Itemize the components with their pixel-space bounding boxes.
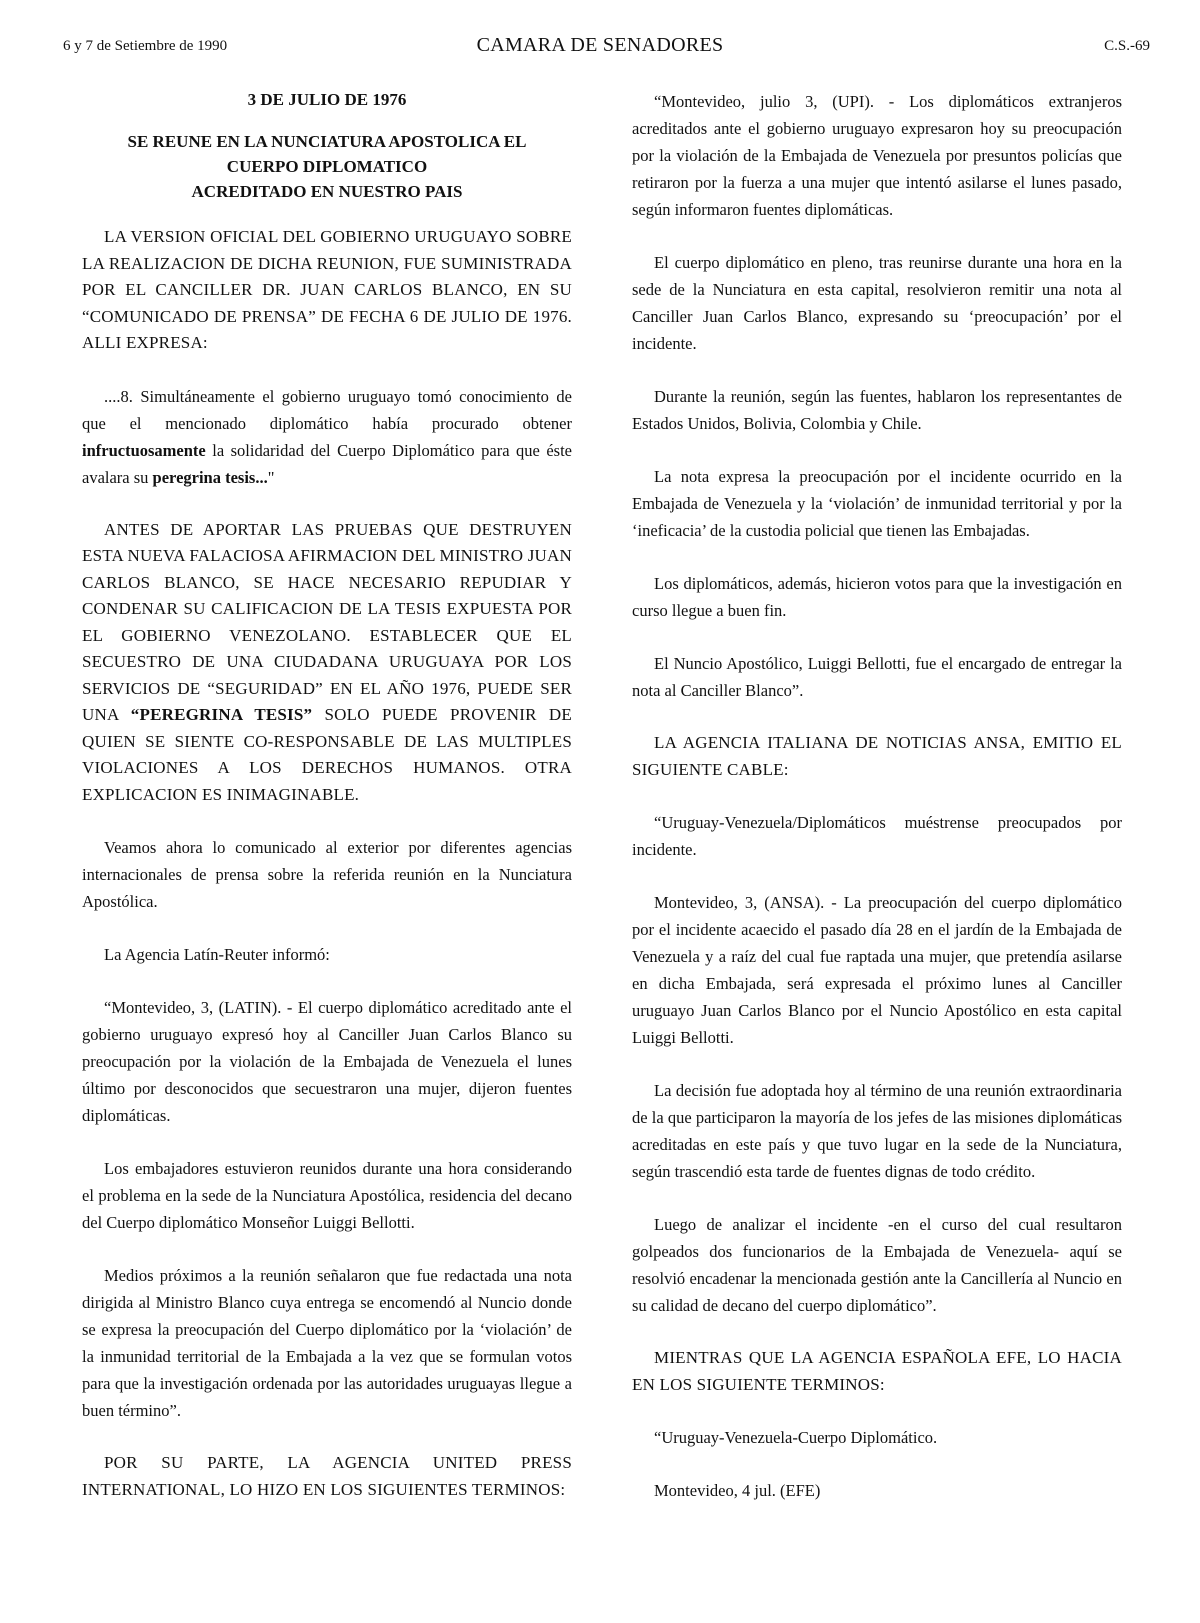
- paragraph-incident-analysis: Luego de analizar el incidente -en el curso del cual resultaron golpeados dos funcionarios de la Embajada de Venezuela- aquí se resolvió encadenar la mencionada gestión ante la Cancillería al Nuncio en su calidad de decano del cuerpo diplomático”.: [632, 1215, 1122, 1315]
- quote-close: ": [267, 467, 275, 487]
- paragraph-efe-intro: MIENTRAS QUE LA AGENCIA ESPAÑOLA EFE, LO HACIA EN LOS SIGUIENTE TERMINOS:: [632, 1348, 1122, 1394]
- section-date-title: 3 DE JULIO DE 1976: [247, 90, 407, 109]
- main-title-line-3: ACREDITADO EN NUESTRO PAIS: [191, 182, 463, 201]
- right-column: [632, 88, 1122, 1530]
- left-column: [82, 86, 572, 1529]
- repudiation-bold-peregrina-tesis: “PEREGRINA TESIS”: [130, 705, 313, 724]
- section-main-title: [82, 129, 572, 204]
- paragraph-extraordinary-meeting: La decisión fue adoptada hoy al término de una reunión extraordinaria de la que participaron la mayoría de los jefes de las misiones diplomáticas acreditadas en este país y que tuvo lugar en la sede de la Nunciatura, según trascendió esta tarde de fuentes dignas de todo crédito.: [632, 1081, 1122, 1181]
- repudiation-text-a: ANTES DE APORTAR LAS PRUEBAS QUE DESTRUYEN ESTA NUEVA FALACIOSA AFIRMACION DEL MINISTRO JUAN CARLOS BLANCO, SE HACE NECESARIO REPUDIAR Y CONDENAR SU CALIFICACION DE LA TESIS EXPUESTA POR EL GOBIERNO VENEZOLANO. ESTABLECER QUE EL SECUESTRO DE UNA CIUDADANA URUGUAYA POR LOS SERVICIOS DE “SEGURIDAD” EN EL AÑO 1976, PUEDE SER UNA: [82, 519, 572, 724]
- page-header: [0, 0, 1200, 70]
- quote-bold-infructuosamente: infructuosamente: [82, 440, 206, 460]
- paragraph-note-concern: La nota expresa la preocupación por el incidente ocurrido en la Embajada de Venezuela y la ‘violación’ de inmunidad territorial y por la ‘ineficacia’ de la custodia policial que tienen las Embajadas.: [632, 467, 1122, 540]
- paragraph-investigation-votes: Los diplomáticos, además, hicieron votos para que la investigación en curso llegue a buen fin.: [632, 574, 1122, 620]
- paragraph-upi-cable: “Montevideo, julio 3, (UPI). - Los diplomáticos extranjeros acreditados ante el gobierno uruguayo expresaron hoy su preocupación por la violación de la Embajada de Venezuela por presuntos policías que retiraron por la fuerza a una mujer que intentó asilarse el lunes pasado, según informaron fuentes diplomáticas.: [632, 92, 1122, 219]
- paragraph-ansa-intro: LA AGENCIA ITALIANA DE NOTICIAS ANSA, EMITIO EL SIGUIENTE CABLE:: [632, 733, 1122, 779]
- paragraph-nuncio-delivery: El Nuncio Apostólico, Luiggi Bellotti, fue el encargado de entregar la nota al Canciller Blanco”.: [632, 654, 1122, 700]
- quote-text-a: ....8. Simultáneamente el gobierno uruguayo tomó conocimiento de que el mencionado diplomático había procurado obtener: [82, 386, 572, 433]
- quote-text-c: la solidaridad del Cuerpo Diplomático para que éste avalara su: [82, 440, 572, 487]
- header-chamber-name: CAMARA DE SENADORES: [476, 34, 724, 56]
- paragraph-ansa-cable: Montevideo, 3, (ANSA). - La preocupación del cuerpo diplomático por el incidente acaecido el pasado día 28 en el jardín de la Embajada de Venezuela y a raíz del cual fue raptada una mujer, que pretendía asilarse en dicha Embajada, será expresada el próximo lunes al Canciller uruguayo Juan Carlos Blanco por el Nuncio Apostólico en esta capital Luiggi Bellotti.: [632, 893, 1122, 1047]
- paragraph-official-version: LA VERSION OFICIAL DEL GOBIERNO URUGUAYO SOBRE LA REALIZACION DE DICHA REUNION, FUE SUMINISTRADA POR EL CANCILLER DR. JUAN CARLOS BLANCO, EN SU “COMUNICADO DE PRENSA” DE FECHA 6 DE JULIO DE 1976. ALLI EXPRESA:: [82, 227, 572, 352]
- repudiation-text-c: SOLO PUEDE PROVENIR DE QUIEN SE SIENTE CO-RESPONSABLE DE LAS MULTIPLES VIOLACIONES A LOS DERECHOS HUMANOS. OTRA EXPLICACION ES INIMAGINABLE.: [82, 705, 572, 804]
- paragraph-agencies-intro: Veamos ahora lo comunicado al exterior por diferentes agencias internacionales de prensa sobre la referida reunión en la Nunciatura Apostólica.: [82, 838, 572, 911]
- header-page-number: C.S.-69: [1104, 38, 1150, 54]
- paragraph-ansa-headline: “Uruguay-Venezuela/Diplomáticos muéstrense preocupados por incidente.: [632, 813, 1122, 859]
- paragraph-repudiation: [82, 517, 572, 809]
- paragraph-note-drafted: Medios próximos a la reunión señalaron que fue redactada una nota dirigida al Ministro Blanco cuya entrega se encomendó al Nuncio donde se expresa la preocupación del Cuerpo diplomático por la ‘violación’ de la inmunidad territorial de la Embajada a la vez que se formulan votos para que la investigación ordenada por las autoridades uruguayas llegue a buen término”.: [82, 1266, 572, 1420]
- paragraph-diplomatic-body-plenary: El cuerpo diplomático en pleno, tras reunirse durante una hora en la sede de la Nunciatura en esta capital, resolvieron remitir una nota al Canciller Juan Carlos Blanco, expresando su ‘preocupación’ por el incidente.: [632, 253, 1122, 353]
- paragraph-latin-reuter-intro: La Agencia Latín-Reuter informó:: [104, 945, 330, 964]
- paragraph-upi-intro: POR SU PARTE, LA AGENCIA UNITED PRESS INTERNATIONAL, LO HIZO EN LOS SIGUIENTES TERMINOS:: [82, 1453, 572, 1499]
- paragraph-ambassadors-meeting: Los embajadores estuvieron reunidos durante una hora considerando el problema en la sede de la Nunciatura Apostólica, residencia del decano del Cuerpo diplomático Monseñor Luiggi Bellotti.: [82, 1159, 572, 1232]
- paragraph-latin-cable: “Montevideo, 3, (LATIN). - El cuerpo diplomático acreditado ante el gobierno uruguayo expresó hoy al Canciller Juan Carlos Blanco su preocupación por la violación de la Embajada de Venezuela el lunes último por desconocidos que secuestraron una mujer, dijeron fuentes diplomáticas.: [82, 998, 572, 1125]
- main-title-line-1: SE REUNE EN LA NUNCIATURA APOSTOLICA EL: [127, 132, 527, 151]
- header-date: 6 y 7 de Setiembre de 1990: [63, 38, 228, 54]
- paragraph-efe-headline: “Uruguay-Venezuela-Cuerpo Diplomático.: [654, 1428, 938, 1447]
- paragraph-communique-quote: [82, 383, 572, 491]
- paragraph-representatives-spoke: Durante la reunión, según las fuentes, hablaron los representantes de Estados Unidos, Bolivia, Colombia y Chile.: [632, 387, 1122, 433]
- main-title-line-2: CUERPO DIPLOMATICO: [226, 157, 428, 176]
- quote-bold-peregrina-tesis: peregrina tesis...: [152, 467, 268, 487]
- paragraph-efe-dateline: Montevideo, 4 jul. (EFE): [654, 1481, 821, 1500]
